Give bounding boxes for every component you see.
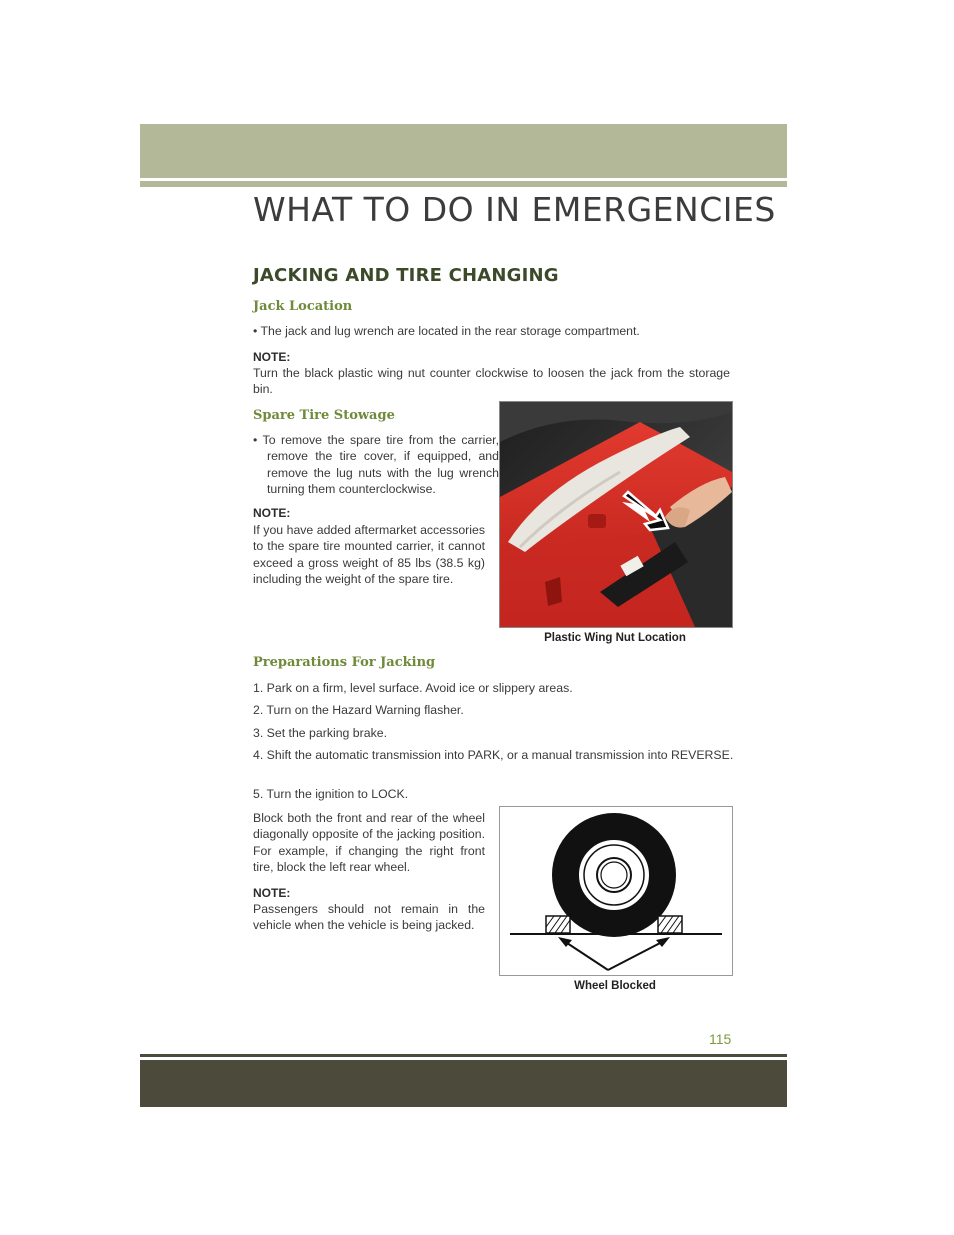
pointer-arrows — [564, 941, 664, 970]
footer-band — [140, 1060, 787, 1107]
footer-rule — [140, 1054, 787, 1057]
page-number: 115 — [709, 1031, 732, 1047]
figure1-caption: Plastic Wing Nut Location — [544, 632, 686, 644]
passenger-note-label: NOTE: — [253, 886, 291, 900]
wheel-chock-right — [658, 916, 682, 933]
preparations-heading: Preparations For Jacking — [253, 655, 436, 670]
wing-nut-illustration — [500, 402, 732, 627]
header-rule — [140, 181, 787, 187]
passenger-note-text: Passengers should not remain in the vehicle when the vehicle is being jacked. — [253, 902, 485, 933]
jack-note-text: Turn the black plastic wing nut counter clockwise to loosen the jack from the storage bin. — [253, 366, 730, 397]
header-band — [140, 124, 787, 178]
block-wheel-text: Block both the front and rear of the wheel diagonally opposite of the jacking position. For example, if changing the right front tire, block the left rear wheel. — [253, 811, 485, 874]
spare-note-text: If you have added aftermarket accessories to the spare tire mounted carrier, it cannot exceed a gross weight of 85 lbs (38.5 kg) including the weight of the spare tire. — [253, 523, 485, 586]
prep-step-3: 3. Set the parking brake. — [253, 726, 387, 740]
section-title: JACKING AND TIRE CHANGING — [253, 265, 559, 286]
jack-location-heading: Jack Location — [253, 299, 353, 314]
wing-nut-photo — [499, 401, 733, 628]
prep-step-5: 5. Turn the ignition to LOCK. — [253, 787, 409, 801]
wheel-blocked-illustration — [500, 807, 732, 975]
wheel-blocked-diagram — [499, 806, 733, 976]
spare-tire-heading: Spare Tire Stowage — [253, 408, 395, 423]
spare-tire-bullet: • To remove the spare tire from the carrier, remove the tire cover, if equipped, and remove the lug nuts with the lug wrench turning them counterclockwise. — [253, 433, 499, 496]
chapter-title: WHAT TO DO IN EMERGENCIES — [253, 190, 776, 229]
jack-location-bullet: • The jack and lug wrench are located in the rear storage compartment. — [253, 324, 640, 338]
jack-note-label: NOTE: — [253, 350, 291, 364]
prep-step-1: 1. Park on a firm, level surface. Avoid ice or slippery areas. — [253, 681, 573, 695]
prep-step-4: 4. Shift the automatic transmission into PARK, or a manual transmission into REVERSE. — [253, 748, 734, 762]
spare-note-label: NOTE: — [253, 506, 291, 520]
figure2-caption: Wheel Blocked — [574, 980, 656, 992]
prep-step-2: 2. Turn on the Hazard Warning flasher. — [253, 703, 464, 717]
wheel-chock-left — [546, 916, 570, 933]
